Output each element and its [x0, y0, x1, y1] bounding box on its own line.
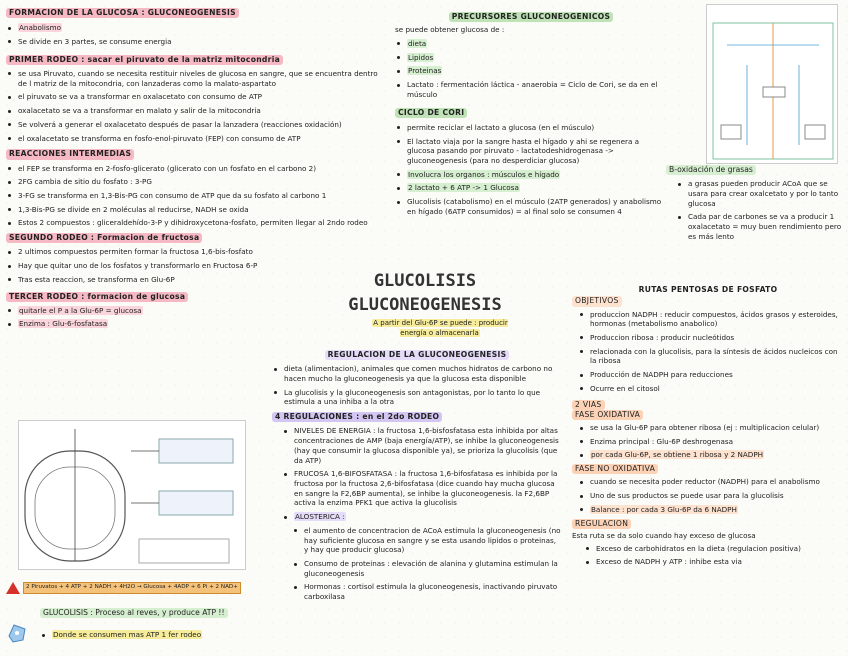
segundo-rodeo-list: [6, 247, 381, 284]
regulacion-pentosas-list: [572, 544, 844, 567]
list-item: 2FG cambia de sitio du fosfato : 3-PG: [6, 177, 381, 187]
ciclo-cori-list: [395, 123, 667, 217]
list-item: Ocurre en el citosol: [578, 384, 844, 394]
gluconeogenesis-pathway-diagram: [18, 420, 246, 570]
list-item: Anabolismo: [6, 23, 381, 33]
list-item: Hay que quitar uno de los fosfatos y transformarlo en Fructosa 6-P: [6, 261, 381, 271]
regulaciones-list: [272, 426, 562, 602]
precursores-list: [395, 39, 667, 100]
list-item: a grasas pueden producir ACoA que se usara para crear oxalcetato y por lo tanto glucosa: [676, 179, 842, 208]
glu6p-note: A partir del Glu-6P se puede : producir energía o almacenarla: [373, 319, 508, 338]
last-note: [40, 630, 202, 644]
section-title-primer-rodeo: PRIMER RODEO : sacar el piruvato de la matriz mitocondria: [6, 55, 283, 65]
section-title-fase-no-oxidativa: FASE NO OXIDATIVA: [572, 464, 658, 474]
regulacion-intro: Esta ruta se da solo cuando hay exceso de glucosa: [572, 530, 756, 540]
list-item: El lactato viaja por la sangre hasta el hígado y ahi se regenera a glucosa pasando por piruvato - lactatodeshidrogenasa -> gluconeogenesis (para no desperdiciar glucosa): [395, 137, 667, 166]
section-title-regulacion: REGULACION DE LA GLUCONEOGENESIS: [325, 350, 510, 360]
list-item: Balance : por cada 3 Glu-6P da 6 NADPH: [578, 505, 844, 515]
list-item: el FEP se transforma en 2-fosfo-glicerato (glicerato con un fosfato en el carbono 2): [6, 164, 381, 174]
list-item: Proteinas: [395, 66, 667, 76]
intro-list: [6, 23, 381, 46]
list-item: Produccion ribosa : producir nucleótidos: [578, 333, 844, 343]
section-title-objetivos: OBJETIVOS: [572, 296, 622, 306]
list-item: Enzima : Glu-6-fosfatasa: [6, 319, 381, 329]
column-left: [6, 8, 381, 333]
pathway-diagram-svg: [19, 421, 247, 571]
section-title-beta-oxidacion: B-oxidación de grasas: [666, 165, 756, 175]
beta-list: [666, 179, 842, 241]
main-title-glucolisis: GLUCOLISIS: [373, 271, 477, 291]
intermedias-list: [6, 164, 381, 229]
list-item: dieta: [395, 39, 667, 49]
section-title-fase-oxidativa: FASE OXIDATIVA: [572, 410, 643, 420]
section-title-regulacion-pentosas: REGULACION: [572, 519, 631, 529]
list-item: dieta (alimentacion), animales que comen muchos hidratos de carbono no hacen mucho la gluconeogenesis ya que la glucosa esta disponible: [272, 364, 562, 383]
list-item: Glucolisis (catabolismo) en el músculo (2ATP generados) y anabolismo en hígado (6ATP consumidos) = al final solo se consumen 4: [395, 197, 667, 216]
column-right-rutas: [572, 285, 844, 571]
list-item: Producción de NADPH para reducciones: [578, 370, 844, 380]
list-item: Involucra los organos : músculos e hígado: [395, 170, 667, 180]
sticker-icon: [6, 622, 28, 644]
section-title-intermedias: REACCIONES INTERMEDIAS: [6, 149, 134, 159]
list-item: relacionada con la glucolisis, para la síntesis de ácidos nucleicos con la ribosa: [578, 347, 844, 366]
list-item: quitarle el P a la Glu-6P = glucosa: [6, 306, 381, 316]
section-title-rutas-pentosas: RUTAS PENTOSAS DE FOSFATO: [638, 285, 778, 294]
list-item: 2 ultimos compuestos permiten formar la fructosa 1,6-bis-fosfato: [6, 247, 381, 257]
list-item: se usa la Glu-6P para obtener ribosa (ej : multiplicacion celular): [578, 423, 844, 433]
fase-oxidativa-list: [572, 423, 844, 460]
list-item: 1,3-Bis-PG se divide en 2 moléculas al reducirse, NADH se oxida: [6, 205, 381, 215]
warning-icon: [6, 582, 20, 594]
main-title-gluconeogenesis: GLUCONEOGENESIS: [348, 295, 502, 315]
column-middle-regulacion: [272, 350, 562, 606]
section-title-2-vias: 2 VIAS: [572, 400, 605, 410]
list-item: por cada Glu-6P, se obtiene 1 ribosa y 2 NADPH: [578, 450, 844, 460]
section-title-ciclo-cori: CICLO DE CORI: [395, 108, 467, 118]
list-item: se usa Piruvato, cuando se necesita restituir niveles de glucosa en sangre, que se encuentra dentro de l matriz de la mitocondria, con lanzaderas como la malato-aspartato: [6, 69, 381, 88]
list-item: Lipidos: [395, 53, 667, 63]
list-item: FRUCOSA 1,6-BIFOSFATASA : la fructosa 1,6-bifosfatasa es inhibida por la fructosa por la fructosa 2,6-bifosfatasa (dice cuando hay mucha glucosa en sangre la F2,6BP aumenta), se inhibe la gluconeogenesis. la F2,6BP activa la enzima PFK1 que activa la glucolisis: [282, 469, 562, 508]
column-middle: [395, 12, 667, 221]
list-item: NIVELES DE ENERGIA : la fructosa 1,6-bisfosfatasa esta inhibida por altas concentraciones de AMP (baja energía/ATP), se inhibe la gluconeogenesis (hay que consumir la glucosa disponible ya), se prioriza la glucolisis (que da ATP): [282, 426, 562, 465]
section-title-4-regulaciones: 4 REGULACIONES : en el 2do RODEO: [272, 412, 442, 422]
fase-no-oxidativa-list: [572, 477, 844, 514]
metabolic-map-svg: [707, 5, 839, 165]
list-item: ALOSTERICA :: [282, 512, 562, 522]
list-item: Cada par de carbones se va a producir 1 oxalacetato = muy buen rendimiento pero es más lento: [676, 212, 842, 241]
list-item: Se divide en 3 partes, se consume energia: [6, 37, 381, 47]
list-item: Exceso de carbohidratos en la dieta (regulacion positiva): [584, 544, 844, 554]
list-item: Enzima principal : Glu-6P deshrogenasa: [578, 437, 844, 447]
list-item: el aumento de concentracion de ACoA estimula la gluconeogenesis (no hay suficiente glucosa en sangre y se esta usando lipidos o proteinas, y hay que producir glucosa): [282, 526, 562, 555]
list-item: Tras esta reaccion, se transforma en Glu-6P: [6, 275, 381, 285]
primer-rodeo-list: [6, 69, 381, 143]
list-item: 3-FG se transforma en 1,3-Bis-PG con consumo de ATP que da su fosfato al carbono 1: [6, 191, 381, 201]
list-item: el piruvato se va a transformar en oxalacetato con consumo de ATP: [6, 92, 381, 102]
list-item: produccion NADPH : reducir compuestos, ácidos grasos y esteroides, hormonas (metabolismo anabolico): [578, 310, 844, 329]
section-title-gluconeogenesis: FORMACION DE LA GLUCOSA : GLUCONEOGENESIS: [6, 8, 239, 18]
balance-equation-banner: [6, 581, 268, 595]
column-right-beta: [666, 165, 842, 246]
glucolisis-note: GLUCOLISIS : Proceso al reves, y produce ATP !!: [40, 608, 228, 618]
list-item: Consumo de proteinas : elevación de alanina y glutamina estimulan la gluconeogenesis: [282, 559, 562, 578]
list-item: La glucolisis y la gluconeogenesis son antagonistas, por lo tanto lo que estimula a una inhiba a la otra: [272, 388, 562, 407]
list-item: cuando se necesita poder reductor (NADPH) para el anabolismo: [578, 477, 844, 487]
list-item: el oxalacetato se transforma en fosfo-enol-piruvato (FEP) con consumo de ATP: [6, 134, 381, 144]
list-item: oxalacetato se va a transformar en malato y salir de la mitocondria: [6, 106, 381, 116]
list-item: Exceso de NADPH y ATP : inhibe esta via: [584, 557, 844, 567]
list-item: Uno de sus productos se puede usar para la glucolisis: [578, 491, 844, 501]
list-item: Hormonas : cortisol estimula la gluconeogenesis, inactivando piruvato carboxilasa: [282, 582, 562, 601]
regulacion-list: [272, 364, 562, 407]
balance-equation: 2 Piruvatos + 4 ATP + 2 NADH + 4H2O → Glucosa + 4ADP + 6 Pi + 2 NAD+: [23, 582, 241, 594]
objetivos-list: [572, 310, 844, 394]
list-item: 2 lactato + 6 ATP -> 1 Glucosa: [395, 183, 667, 193]
precursores-intro: se puede obtener glucosa de :: [395, 25, 505, 35]
list-item: permite reciclar el lactato a glucosa (en el músculo): [395, 123, 667, 133]
metabolic-map-diagram: [706, 4, 838, 164]
section-title-segundo-rodeo: SEGUNDO RODEO : Formacion de fructosa: [6, 233, 202, 243]
tercer-rodeo-list: [6, 306, 381, 329]
list-item: Se volverá a generar el oxalacetato después de pasar la lanzadera (reacciones oxidación): [6, 120, 381, 130]
list-item: Lactato : fermentación láctica - anaerobia = Ciclo de Cori, se da en el músculo: [395, 80, 667, 99]
list-item: Donde se consumen mas ATP 1 fer rodeo: [40, 630, 202, 640]
list-item: Estos 2 compuestos : gliceraldehído-3-P y dihidroxycetona-fosfato, permiten llegar al 2ndo rodeo: [6, 218, 381, 228]
section-title-tercer-rodeo: TERCER RODEO : formacion de glucosa: [6, 292, 188, 302]
section-title-precursores: PRECURSORES GLUCONEOGENICOS: [449, 12, 613, 22]
